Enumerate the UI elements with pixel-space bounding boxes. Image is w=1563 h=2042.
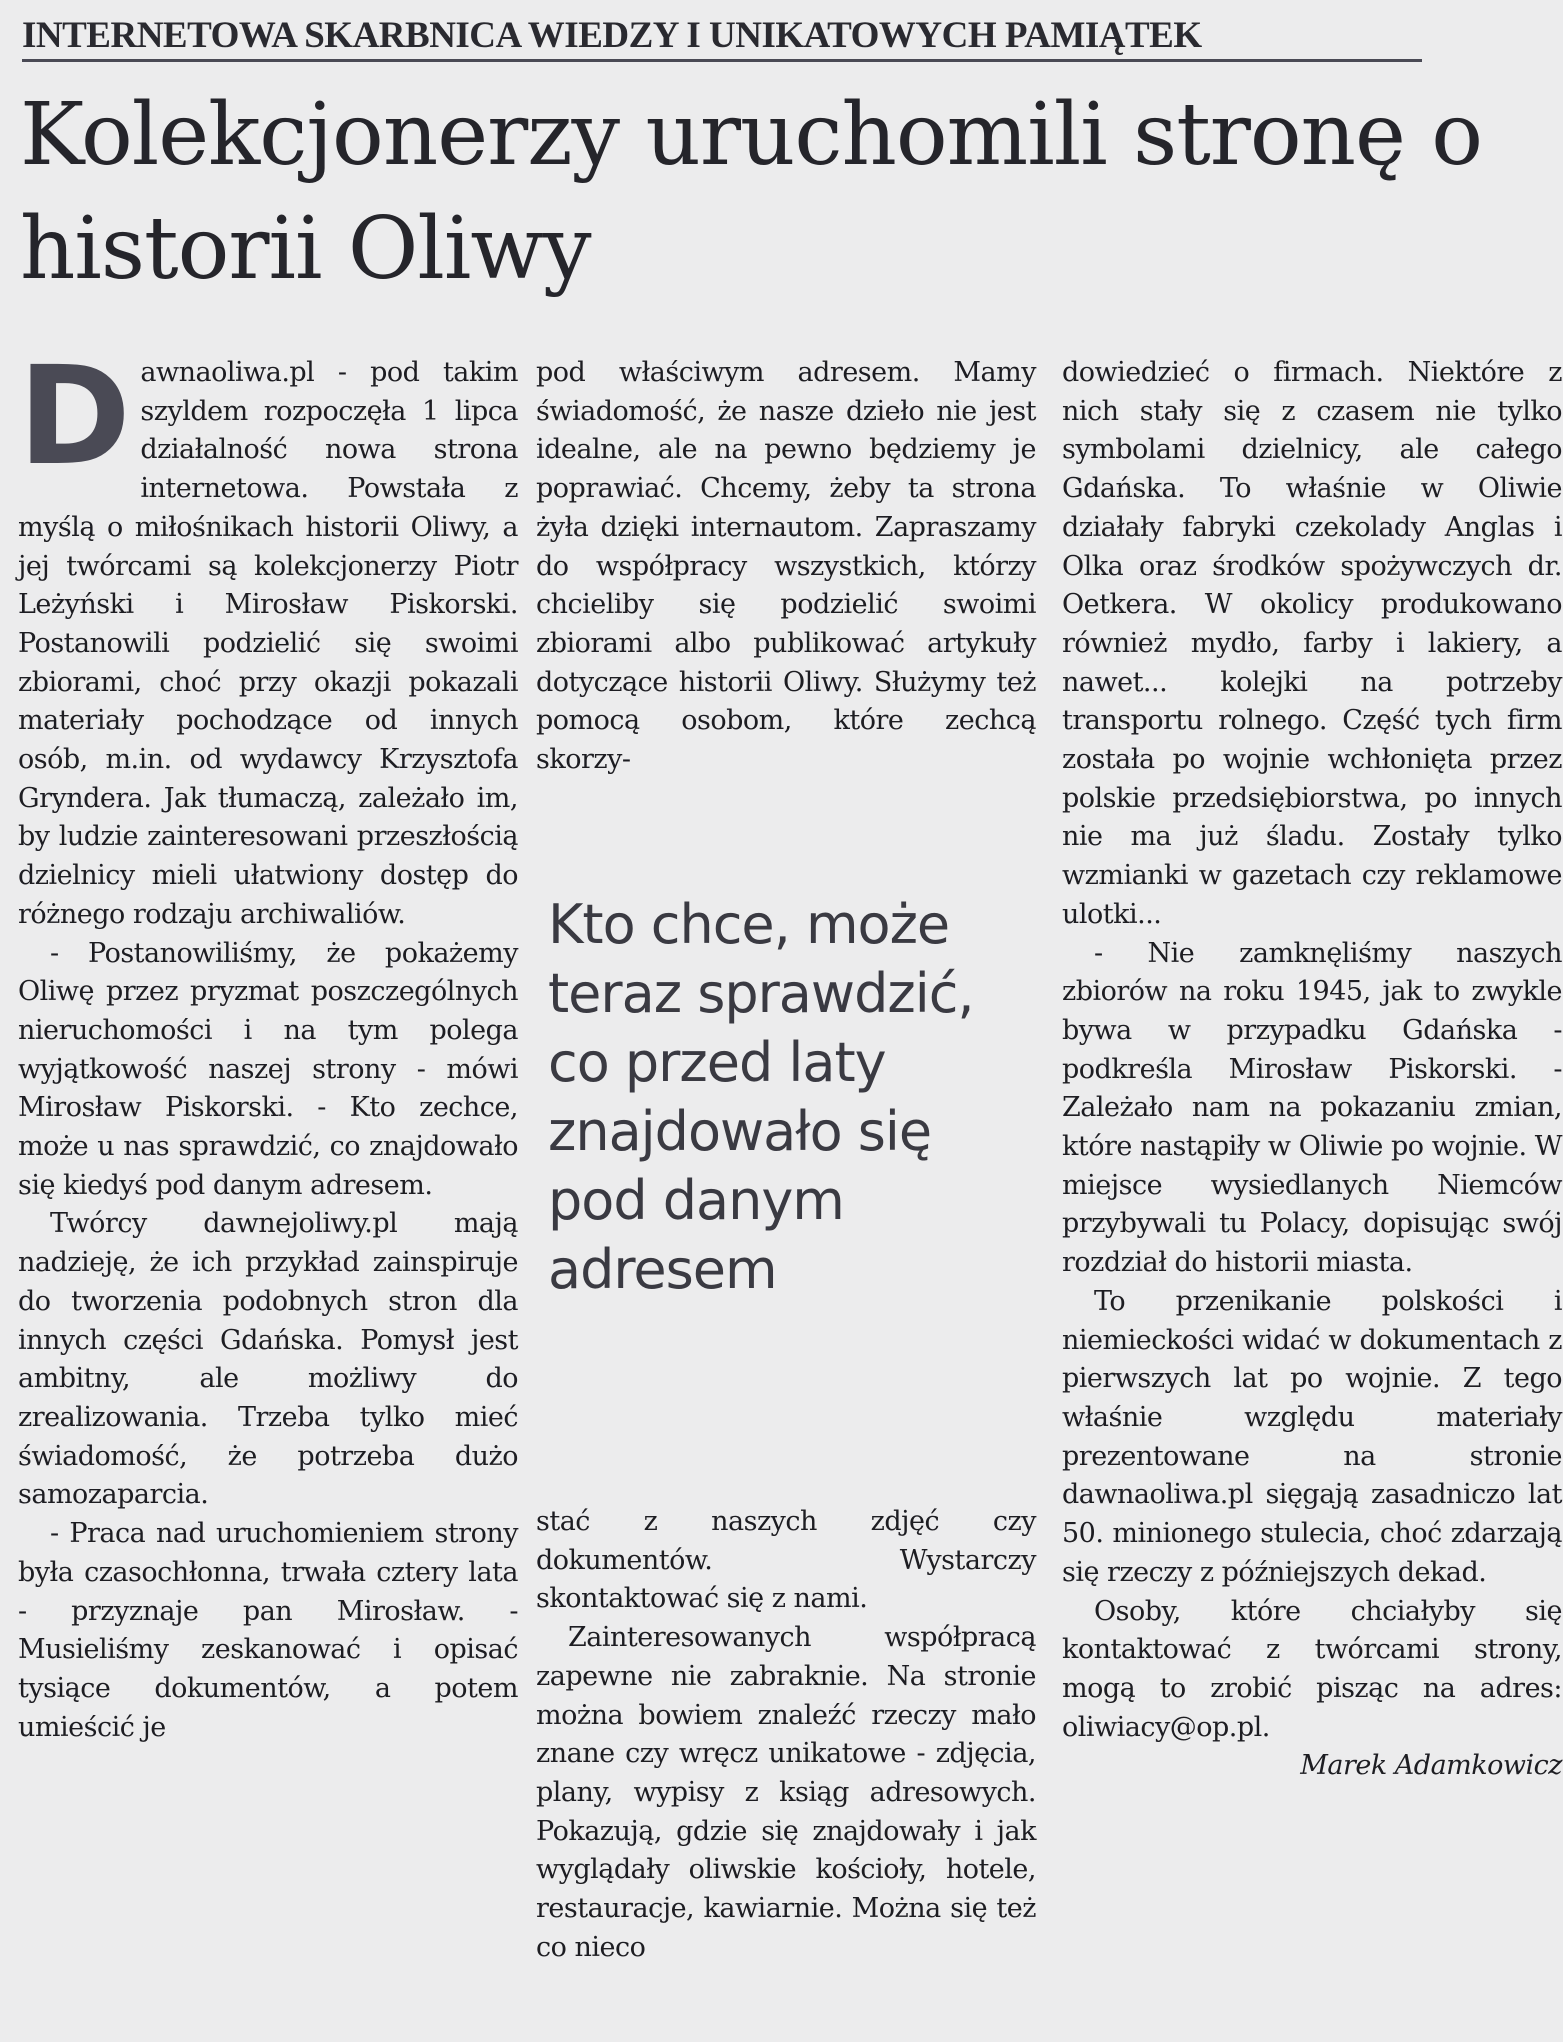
article-column-2-bottom: [536, 1503, 1036, 1967]
pull-quote: Kto chce, może teraz sprawdzić, co przed laty znajdowało się pod danym adresem: [548, 893, 974, 1301]
article-paragraph: dowiedzieć o firmach. Niektóre z nich stały się z czasem nie tylko symbolami dzielnicy, ale całego Gdańska. To właśnie w Oliwie działały fabryki czekolady Anglas i Olka oraz środków spożywczych dr. Oetkera. W okolicy produkowano również mydło, farby i lakiery, a nawet... kolejki na potrzeby transportu rolnego. Część tych firm została po wojnie wchłonięta przez polskie przedsiębiorstwa, po innych nie ma już śladu. Zostały tylko wzmianki w gazetach czy reklamowe ulotki...: [1062, 357, 1562, 930]
article-column-1: [18, 338, 518, 1747]
article-paragraph: - Nie zamknęliśmy naszych zbiorów na roku 1945, jak to zwykle bywa w przypadku Gdańska - podkreśla Mirosław Piskorski. - Zależało nam na pokazaniu zmian, które nastąpiły w Oliwie po wojnie. W miejsce wysiedlanych Niemców przybywali tu Polacy, dopisując swój rozdział do historii miasta.: [1062, 937, 1562, 1279]
article-paragraph: To przenikanie polskości i niemieckości widać w dokumentach z pierwszych lat po wojnie. Z tego właśnie względu materiały prezentowane na stronie dawnaoliwa.pl sięgają zasadniczo lat 50. minionego stulecia, choć zdarzają się rzeczy z późniejszych dekad.: [1062, 1285, 1562, 1588]
article-paragraph: pod właściwym adresem. Mamy świadomość, że nasze dzieło nie jest idealne, ale na pewno będziemy je poprawiać. Chcemy, żeby ta strona żyła dzięki internautom. Zapraszamy do współpracy wszystkich, którzy chcieliby się podzielić swoimi zbiorami albo publikować artykuły dotyczące historii Oliwy. Służymy też pomocą osobom, które zechcą skorzy-: [536, 357, 1036, 776]
article-paragraph: - Postanowiliśmy, że pokażemy Oliwę przez pryzmat poszczególnych nieruchomości i na tym polega wyjątkowość naszej strony - mówi Mirosław Piskorski. - Kto zechce, może u nas sprawdzić, co znajdowało się kiedyś pod danym adresem.: [18, 937, 518, 1201]
article-paragraph: Dawnaoliwa.pl - pod takim szyldem rozpoczęła 1 lipca działalność nowa strona internetowa. Powstała z myślą o miłośnikach historii Oliwy, a jej twórcami są kolekcjonerzy Piotr Leżyński i Mirosław Piskorski. Postanowili podzielić się swoimi zbiorami, choć przy okazji pokazali materiały pochodzące od innych osób, m.in. od wydawcy Krzysztofa Gryndera. Jak tłumaczą, zależało im, by ludzie zainteresowani przeszłością dzielnicy mieli ułatwiony dostęp do różnego rodzaju archiwaliów.: [18, 338, 518, 930]
article-paragraph: Twórcy dawnejoliwy.pl mają nadzieję, że ich przykład zainspiruje do tworzenia podobnych stron dla innych części Gdańska. Pomysł jest ambitny, ale możliwy do zrealizowania. Trzeba tylko mieć świadomość, że potrzeba dużo samozaparcia.: [18, 1208, 518, 1511]
drop-cap: D: [18, 338, 131, 496]
article-paragraph: - Praca nad uruchomieniem strony była czasochłonna, trwała cztery lata - przyznaje pan Mirosław. - Musieliśmy zeskanować i opisać tysiące dokumentów, a potem umieścić je: [18, 1518, 518, 1743]
article-kicker: INTERNETOWA SKARBNICA WIEDZY I UNIKATOWYCH PAMIĄTEK: [22, 14, 1422, 62]
article-paragraph: Zainteresowanych współpracą zapewne nie zabraknie. Na stronie można bowiem znaleźć rzeczy mało znane czy wręcz unikatowe - zdjęcia, plany, wypisy z ksiąg adresowych. Pokazują, gdzie się znajdowały i jak wyglądały oliwskie kościoły, hotele, restauracje, kawiarnie. Można się też co nieco: [536, 1622, 1036, 1963]
article-headline: Kolekcjonerzy uruchomili stronę o historii Oliwy: [20, 85, 1483, 299]
article-column-3: [1062, 354, 1562, 1786]
article-column-2-top: [536, 354, 1036, 780]
author-signature: Marek Adamkowicz: [1300, 1750, 1562, 1782]
article-paragraph: Osoby, które chciałyby się kontaktować z twórcami strony, mogą to zrobić pisząc na adres: oliwiacy@op.pl.: [1062, 1595, 1562, 1743]
article-paragraph: stać z naszych zdjęć czy dokumentów. Wystarczy skontaktować się z nami.: [536, 1506, 1036, 1615]
